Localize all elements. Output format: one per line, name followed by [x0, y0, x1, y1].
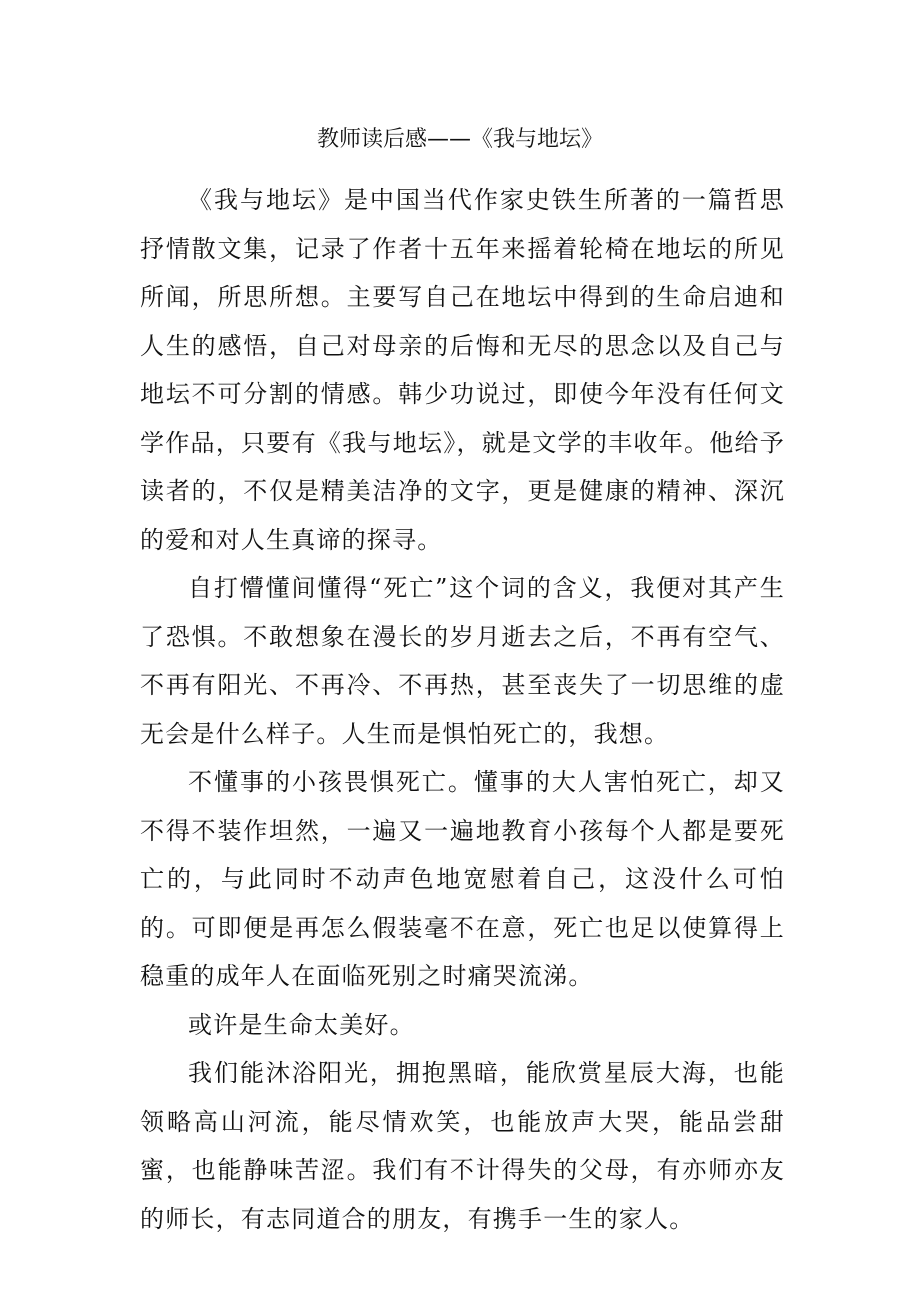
paragraph-3: 不懂事的小孩畏惧死亡。懂事的大人害怕死亡，却又不得不装作坦然，一遍又一遍地教育小孩每个人都是要死亡的，与此同时不动声色地宽慰着自己，这没什么可怕的。可即便是再怎么假装毫不在意，死亡也足以使算得上稳重的成年人在面临死别之时痛哭流涕。: [140, 768, 785, 990]
paragraph-5: 我们能沐浴阳光，拥抱黑暗，能欣赏星辰大海，也能领略高山河流，能尽情欢笑，也能放声大哭，能品尝甜蜜，也能静味苦涩。我们有不计得失的父母，有亦师亦友的师长，有志同道合的朋友，有携手一生的家人。: [140, 1059, 785, 1233]
paragraph-4: 或许是生命太美好。: [188, 1010, 415, 1039]
paragraph-2: 自打懵懂间懂得“死亡”这个词的含义，我便对其产生了恐惧。不敢想象在漫长的岁月逝去之后，不再有空气、不再有阳光、不再冷、不再热，甚至丧失了一切思维的虚无会是什么样子。人生而是惧怕死亡的，我想。: [140, 574, 785, 748]
document-title: 教师读后感——《我与地坛》: [316, 127, 603, 152]
paragraph-1: 《我与地坛》是中国当代作家史铁生所著的一篇哲思抒情散文集，记录了作者十五年来摇着轮椅在地坛的所见所闻，所思所想。主要写自己在地坛中得到的生命启迪和人生的感悟，自己对母亲的后悔和无尽的思念以及自己与地坛不可分割的情感。韩少功说过，即使今年没有任何文学作品，只要有《我与地坛》，就是文学的丰收年。他给予读者的，不仅是精美洁净的文字，更是健康的精神、深沉的爱和对人生真谛的探寻。: [140, 186, 785, 554]
document-body: [140, 176, 785, 1243]
